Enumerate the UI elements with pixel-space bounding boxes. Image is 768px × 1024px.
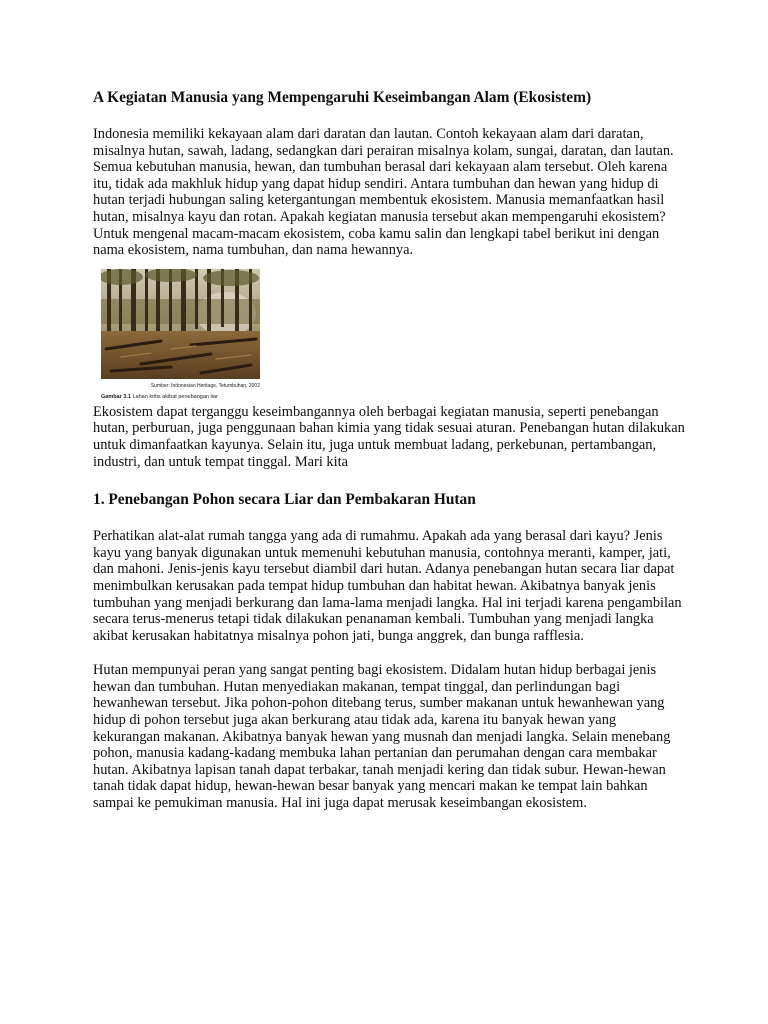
deforestation-photo bbox=[101, 269, 260, 379]
intro-paragraph: Indonesia memiliki kekayaan alam dari daratan dan lautan. Contoh kekayaan alam dari daratan, misalnya hutan, sawah, ladang, sedangkan dari perairan misalnya kolam, sungai, daratan, dan lautan. Semua kebutuhan manusia, hewan, dan tumbuhan berasal dari kekayaan alam tersebut. Oleh karena itu, tidak ada makhluk hidup yang dapat hidup sendiri. Antara tumbuhan dan hewan yang hidup di hutan terjadi hubungan saling ketergantungan membentuk ekosistem. Manusia memanfaatkan hasil hutan, misalnya kayu dan rotan. Apakah kegiatan manusia tersebut akan mempengaruhi ekosistem? Untuk mengenal macam-macam ekosistem, coba kamu salin dan lengkapi tabel berikut ini dengan nama ekosistem, nama tumbuhan, dan nama hewannya. bbox=[93, 126, 674, 259]
figure bbox=[101, 269, 269, 400]
section-heading: 1. Penebangan Pohon secara Liar dan Pembakaran Hutan bbox=[93, 491, 476, 509]
after-figure-paragraph: Ekosistem dapat terganggu keseimbangannya oleh berbagai kegiatan manusia, seperti penebangan hutan, perburuan, juga penggunaan bahan kimia yang tidak sesuai aturan. Penebangan hutan dilakukan untuk dimanfaatkan kayunya. Selain itu, juga untuk membuat ladang, perkebunan, pertambangan, industri, dan untuk tempat tinggal. Mari kita bbox=[93, 403, 685, 470]
figure-source: Sumber: Indonesian Heritage, Tetumbuhan, 2002 bbox=[150, 382, 260, 389]
figure-caption-label: Gambar 3.1 bbox=[101, 393, 131, 400]
figure-caption bbox=[101, 394, 269, 400]
document-page bbox=[93, 88, 685, 812]
figure-caption-text: Lahan kritis akibat penebangan liar bbox=[130, 393, 218, 400]
section-paragraph-1: Perhatikan alat-alat rumah tangga yang ada di rumahmu. Apakah ada yang berasal dari kayu? Jenis kayu yang banyak digunakan untuk memenuhi kebutuhan manusia, contohnya meranti, kamper, jati, dan mahoni. Jenis-jenis kayu tersebut diambil dari hutan. Adanya penebangan hutan secara liar dapat menimbulkan kerusakan pada tempat hidup tumbuhan dan habitat hewan. Akibatnya banyak jenis tumbuhan yang menjadi berkurang dan lama-lama menjadi langka. Hal ini terjadi karena pengambilan secara terus-menerus tetapi tidak dilakukan penanaman kembali. Tumbuhan yang menjadi langka akibat kerusakan habitatnya misalnya pohon jati, bunga anggrek, dan bunga rafflesia. bbox=[93, 528, 682, 644]
document-title: A Kegiatan Manusia yang Mempengaruhi Keseimbangan Alam (Ekosistem) bbox=[93, 89, 592, 106]
section-paragraph-2: Hutan mempunyai peran yang sangat penting bagi ekosistem. Didalam hutan hidup berbagai jenis hewan dan tumbuhan. Hutan menyediakan makanan, tempat tinggal, dan perlindungan bagi hewanhewan tersebut. Jika pohon-pohon ditebang terus, sumber makanan untuk hewanhewan yang hidup di pohon tersebut juga akan berkurang atau tidak ada, karena itu banyak hewan yang kekurangan makanan. Akibatnya banyak hewan yang musnah dan menjadi langka. Selain menebang pohon, manusia kadang-kadang membuka lahan pertanian dan perumahan dengan cara membakar hutan. Akibatnya lapisan tanah dapat terbakar, tanah menjadi kering dan tidak subur. Hewan-hewan tanah tidak dapat hidup, hewan-hewan besar banyak yang mencari makan ke tempat lain bahkan sampai ke pemukiman manusia. Hal ini juga dapat merusak keseimbangan ekosistem. bbox=[93, 662, 671, 812]
